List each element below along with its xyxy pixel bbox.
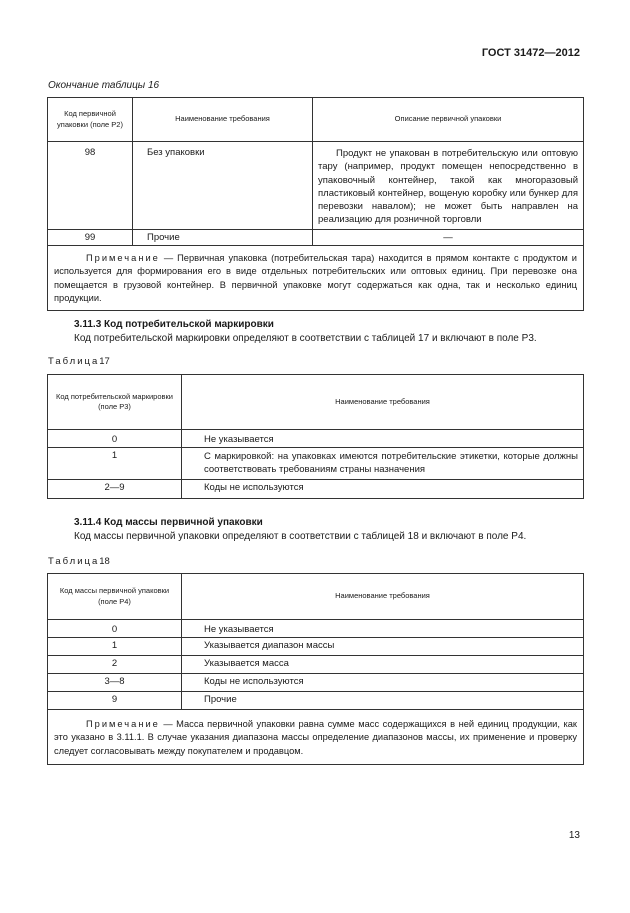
table-18 — [47, 573, 584, 765]
table16-note-row — [48, 245, 584, 310]
table16-row2-name: Прочие — [133, 229, 313, 245]
table-row — [48, 448, 584, 480]
table17-row1-code: 0 — [48, 430, 182, 448]
note-label: Примечание — [86, 719, 160, 729]
table17-row3-code: 2—9 — [48, 479, 182, 498]
table-row — [48, 430, 584, 448]
table16-header-desc: Описание первичной упаковки — [313, 98, 584, 142]
table16-row2-code: 99 — [48, 229, 133, 245]
table18-row4-code: 3—8 — [48, 674, 182, 692]
note-label: Примечание — [86, 252, 160, 263]
document-code: ГОСТ 31472—2012 — [481, 47, 580, 59]
table16-header-code: Код первичной упаковки (поле Р2) — [48, 98, 133, 142]
note-text: — Первичная упаковка (потребительская тара) находится в прямом контакте с продуктом и используется для формирования его в виде отдельных потребительских или оптовых единиц. При перевозке она помещается в грузовой контейнер. В первичной упаковке могут содержаться как одна, так и несколько единиц продукции. — [54, 252, 577, 304]
table-row — [48, 479, 584, 498]
table18-row1-code: 0 — [48, 620, 182, 638]
table-17-label: Таблица17 — [48, 356, 110, 367]
table16-row1-code: 98 — [48, 142, 133, 230]
table18-header-code: Код массы первичной упаковки (поле Р4) — [48, 574, 182, 620]
table-18-label: Таблица18 — [48, 556, 110, 567]
table18-row1-name: Не указывается — [182, 620, 584, 638]
table16-row1-name: Без упаковки — [133, 142, 313, 230]
note-text: — Масса первичной упаковки равна сумме масс содержащихся в ней единиц продукции, как это указано в 3.11.1. В случае указания диапазона массы определение диапазонов массы, их применение и проверку следует согласовывать между покупателем и продавцом. — [54, 719, 577, 756]
table-row — [48, 142, 584, 230]
table-row — [48, 229, 584, 245]
table17-header-code: Код потребительской маркировки (поле Р3) — [48, 375, 182, 430]
table17-row2-code: 1 — [48, 448, 182, 480]
table-row — [48, 656, 584, 674]
table-row — [48, 620, 584, 638]
table18-row5-code: 9 — [48, 692, 182, 710]
table18-note-row — [48, 710, 584, 765]
section-3-11-4-text: Код массы первичной упаковки определяют в соответствии с таблицей 18 и включают в поле Р4. — [74, 531, 527, 542]
page-number: 13 — [568, 830, 580, 841]
table16-note — [48, 245, 584, 310]
table16-row2-desc: — — [313, 229, 584, 245]
table-row — [48, 692, 584, 710]
table-17 — [47, 374, 584, 499]
table16-header-name: Наименование требования — [133, 98, 313, 142]
table18-row5-name: Прочие — [182, 692, 584, 710]
section-3-11-3-text: Код потребительской маркировки определяют в соответствии с таблицей 17 и включают в поле Р3. — [74, 333, 537, 344]
table18-row2-name: Указывается диапазон массы — [182, 638, 584, 656]
table-16 — [47, 97, 584, 311]
section-3-11-3-title: 3.11.3 Код потребительской маркировки — [74, 319, 274, 330]
table17-row3-name: Коды не используются — [182, 479, 584, 498]
table17-row1-name: Не указывается — [182, 430, 584, 448]
table18-note — [48, 710, 584, 765]
table18-row3-code: 2 — [48, 656, 182, 674]
table17-header-name: Наименование требования — [182, 375, 584, 430]
table18-header-name: Наименование требования — [182, 574, 584, 620]
table18-row3-name: Указывается масса — [182, 656, 584, 674]
table18-row4-name: Коды не используются — [182, 674, 584, 692]
section-3-11-4-title: 3.11.4 Код массы первичной упаковки — [74, 517, 263, 528]
table18-row2-code: 1 — [48, 638, 182, 656]
table16-row1-desc: Продукт не упакован в потребительскую или оптовую тару (например, продукт помещен непосредственно в упаковочный контейнер, такой как многоразовый пластиковый контейнер, вощеную коробку или бункер для перевозки навалом); не может быть направлен на реализацию для розничной торговли — [313, 142, 584, 230]
table-row — [48, 638, 584, 656]
table-row — [48, 674, 584, 692]
table17-row2-name: С маркировкой: на упаковках имеются потребительские этикетки, которые должны соответствовать требованиям страны назначения — [182, 448, 584, 480]
table-continuation-caption: Окончание таблицы 16 — [48, 80, 160, 91]
